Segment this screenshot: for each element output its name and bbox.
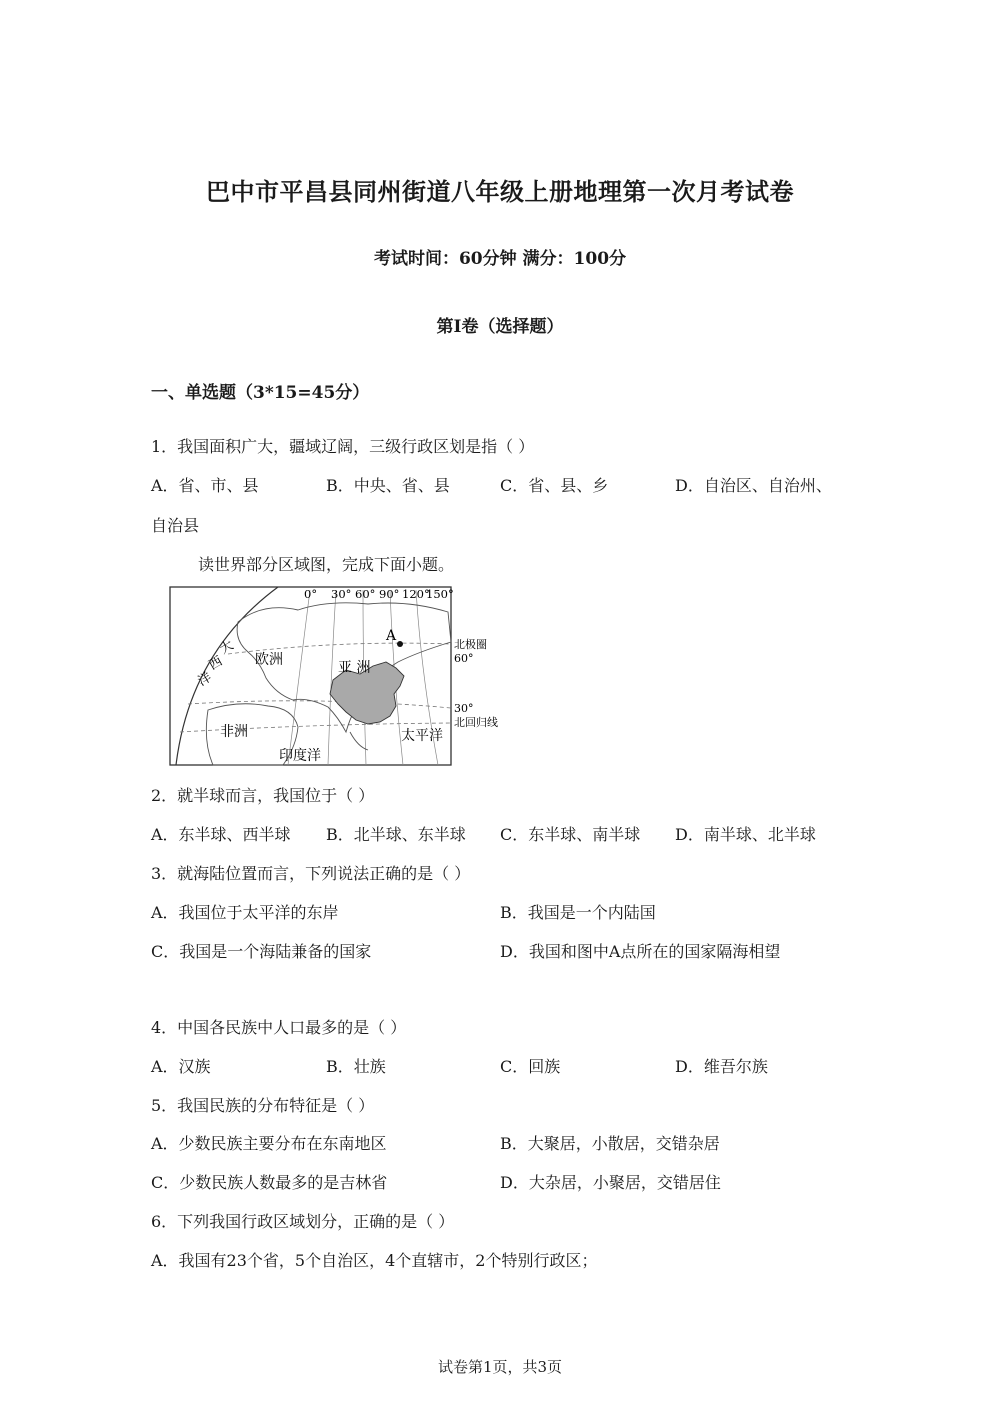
question-5-stem: 5．我国民族的分布特征是（ ） <box>151 1096 375 1115</box>
lon-label-0: 0° <box>304 587 318 601</box>
lon-label-150: 150° <box>426 587 454 601</box>
lon-label-30: 30° <box>331 587 352 601</box>
question-5-option-b[interactable]: B．大聚居，小散居，交错杂居 <box>500 1134 720 1153</box>
label-arctic-circle: 北极圈 <box>454 638 487 651</box>
world-region-map <box>168 582 510 768</box>
lon-label-90: 90° <box>379 587 400 601</box>
question-3-option-c[interactable]: C．我国是一个海陆兼备的国家 <box>151 942 372 961</box>
exam-info: 考试时间：60分钟 满分：100分 <box>373 249 627 269</box>
question-4-option-d[interactable]: D．维吾尔族 <box>675 1057 768 1076</box>
question-1-option-d[interactable]: D．自治区、自治州、 <box>675 476 832 495</box>
reading-prompt: 读世界部分区域图，完成下面小题。 <box>198 555 455 574</box>
lon-label-120: 120° <box>402 587 430 601</box>
question-1-option-d-cont: 自治县 <box>151 516 200 535</box>
question-5-option-a[interactable]: A．少数民族主要分布在东南地区 <box>151 1134 387 1153</box>
label-point-a: A <box>386 628 397 644</box>
question-2-option-c[interactable]: C．东半球、南半球 <box>500 825 641 844</box>
question-2-option-d[interactable]: D．南半球、北半球 <box>675 825 816 844</box>
question-5-option-d[interactable]: D．大杂居，小聚居，交错居住 <box>500 1173 721 1192</box>
question-4-option-b[interactable]: B．壮族 <box>326 1057 386 1076</box>
question-2-stem: 2．就半球而言，我国位于（ ） <box>151 786 375 805</box>
label-africa: 非洲 <box>220 724 248 740</box>
label-pacific-ocean: 太平洋 <box>401 728 443 744</box>
question-4-option-c[interactable]: C．回族 <box>500 1057 561 1076</box>
question-6-stem: 6．下列我国行政区域划分，正确的是（ ） <box>151 1212 455 1231</box>
label-atlantic-3: 洋 <box>195 669 215 690</box>
question-1-stem: 1．我国面积广大，疆域辽阔，三级行政区划是指（ ） <box>151 437 535 456</box>
question-5-option-c[interactable]: C．少数民族人数最多的是吉林省 <box>151 1173 388 1192</box>
exam-title: 巴中市平昌县同州街道八年级上册地理第一次月考试卷 <box>206 177 794 206</box>
label-lat-60: 60° <box>454 652 474 665</box>
label-atlantic-1: 大 <box>217 637 237 658</box>
label-lat-30: 30° <box>454 702 474 715</box>
label-indian-ocean: 印度洋 <box>279 748 321 764</box>
question-2-option-b[interactable]: B．北半球、东半球 <box>326 825 466 844</box>
page-footer: 试卷第1页，共3页 <box>437 1358 563 1376</box>
volume-heading: 第Ⅰ卷（选择题） <box>436 317 564 337</box>
question-1-option-a[interactable]: A．省、市、县 <box>151 476 259 495</box>
question-3-option-b[interactable]: B．我国是一个内陆国 <box>500 903 656 922</box>
point-a-marker <box>397 641 403 647</box>
question-4-option-a[interactable]: A．汉族 <box>151 1057 211 1076</box>
question-1-option-b[interactable]: B．中央、省、县 <box>326 476 450 495</box>
question-3-option-a[interactable]: A．我国位于太平洋的东岸 <box>151 903 339 922</box>
question-2-option-a[interactable]: A．东半球、西半球 <box>151 825 291 844</box>
section-heading: 一、单选题（3*15=45分） <box>151 383 370 403</box>
question-1-option-c[interactable]: C．省、县、乡 <box>500 476 609 495</box>
question-3-stem: 3．就海陆位置而言，下列说法正确的是（ ） <box>151 864 471 883</box>
question-4-stem: 4．中国各民族中人口最多的是（ ） <box>151 1018 407 1037</box>
question-3-option-d[interactable]: D．我国和图中A点所在的国家隔海相望 <box>500 942 781 961</box>
label-tropic: 北回归线 <box>454 716 498 729</box>
question-6-option-a[interactable]: A．我国有23个省，5个自治区，4个直辖市，2个特别行政区； <box>151 1251 598 1270</box>
label-atlantic-2: 西 <box>206 653 226 674</box>
label-europe: 欧洲 <box>255 652 283 668</box>
lon-label-60: 60° <box>355 587 376 601</box>
label-asia: 亚 洲 <box>338 660 371 676</box>
